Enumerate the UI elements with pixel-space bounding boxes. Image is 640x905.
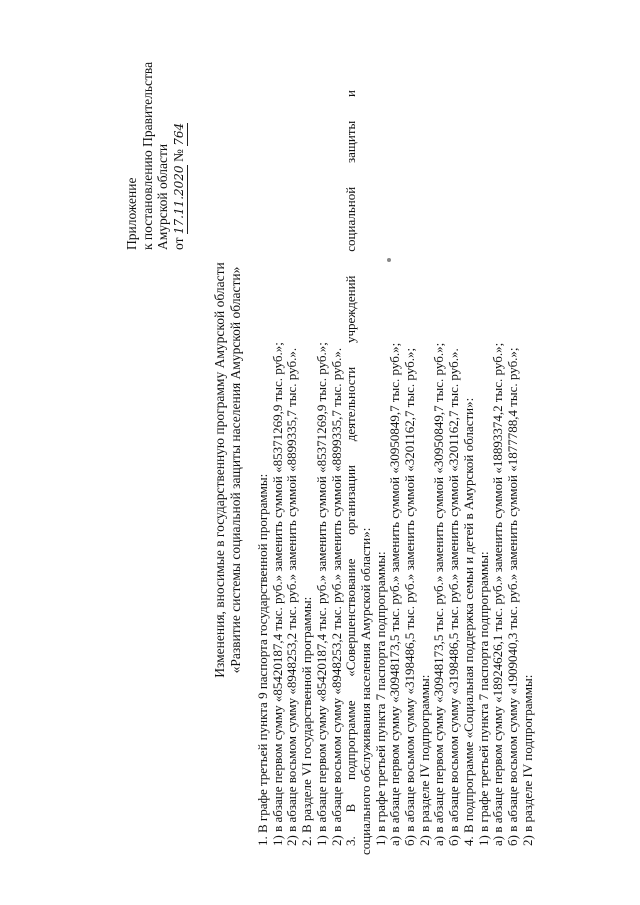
- paragraph: б) в абзаце восьмом сумму «1909040,3 тыс. руб.» заменить суммой «1877788,4 тыс. руб.»;: [504, 347, 520, 846]
- title-line-2: «Развитие системы социальной защиты населения Амурской области»: [227, 266, 243, 674]
- paragraph: 2) в абзаце восьмом сумму «8948253,2 тыс. руб.» заменить суммой «8899335,7 тыс. руб.».: [328, 347, 344, 846]
- appendix-label: Приложение: [124, 177, 139, 250]
- approval-block: [124, 60, 188, 250]
- paragraph: а) в абзаце первом сумму «18924626,1 тыс. руб.» заменить суммой «18893374,2 тыс. руб.»;: [490, 342, 506, 846]
- paragraph: 2) в разделе IV подпрограммы:: [519, 674, 535, 846]
- paragraph: б) в абзаце восьмом сумму «3198486,5 тыс. руб.» заменить суммой «3201162,7 тыс. руб.».: [446, 348, 462, 846]
- paragraph: 1) в абзаце первом сумму «85420187,4 тыс. руб.» заменить суммой «85371269,9 тыс. руб.»;: [269, 342, 285, 846]
- paragraph: б) в абзаце восьмом сумму «3198486,5 тыс. руб.» заменить суммой «3201162,7 тыс. руб.»;: [402, 347, 418, 846]
- paragraph: а) в абзаце первом сумму «30948173,5 тыс. руб.» заменить суммой «30950849,7 тыс. руб.»;: [387, 342, 403, 846]
- paragraph: 4. В подпрограмме «Социальная поддержка семьи и детей в Амурской области»:: [460, 397, 476, 846]
- paragraph: 3. В подпрограмме «Совершенствование организации деятельности учреждений социальной защиты и: [343, 90, 359, 846]
- paragraph: социального обслуживания населения Амурской области»:: [357, 527, 373, 855]
- rotated-page: [124, 60, 624, 880]
- paragraph: 1) в графе третьей пункта 7 паспорта подпрограммы:: [372, 551, 388, 846]
- paragraph: а) в абзаце первом сумму «30948173,5 тыс. руб.» заменить суммой «30950849,7 тыс. руб.»;: [431, 342, 447, 846]
- handwritten-date: 17.11.2020: [172, 165, 189, 234]
- document-title: [212, 120, 243, 820]
- handwritten-number: 764: [172, 123, 189, 146]
- region-label: Амурской области: [155, 143, 170, 250]
- number-label: №: [170, 149, 186, 163]
- paragraph: 1) в абзаце первом сумму «85420187,4 тыс. руб.» заменить суммой «85371269,9 тыс. руб.»;: [313, 342, 329, 846]
- paragraph: 2. В разделе VI государственной программы:: [299, 596, 315, 846]
- resolution-label: к постановлению Правительства: [139, 61, 155, 250]
- from-label: от: [170, 237, 186, 250]
- title-line-1: Изменения, вносимые в государственную программу Амурской области: [212, 262, 227, 678]
- date-number-line: [171, 60, 189, 250]
- paragraph: 1. В графе третьей пункта 9 паспорта государственной программы:: [255, 473, 270, 846]
- paragraph: 1) в графе третьей пункта 7 паспорта подпрограммы:: [475, 551, 491, 846]
- paragraph: 2) в абзаце восьмом сумму «8948253,2 тыс. руб.» заменить суммой «8899335,7 тыс. руб.».: [284, 347, 300, 846]
- document-body: [256, 90, 535, 855]
- paragraph: 2) в разделе IV подпрограммы:: [416, 674, 432, 846]
- scan-dot: [387, 258, 391, 262]
